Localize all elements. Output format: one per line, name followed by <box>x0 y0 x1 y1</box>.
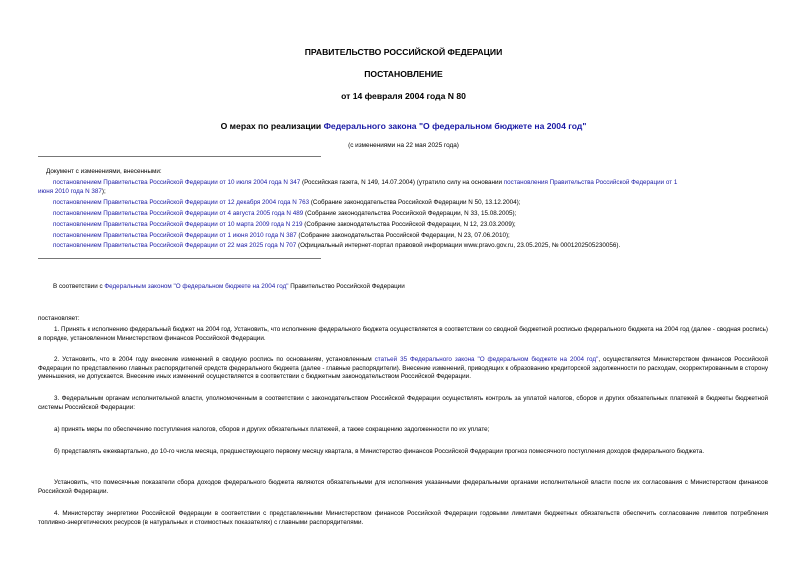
paragraph-1 <box>38 326 768 343</box>
paragraph-3 <box>38 395 768 412</box>
amendment-link[interactable]: июня 2010 года N 387 <box>38 188 102 195</box>
amendment-item <box>53 242 620 251</box>
divider-bottom <box>38 258 321 259</box>
amendment-note: (Официальный интернет-портал правовой информации www.pravo.gov.ru, 23.05.2025, № 0001202505230056). <box>296 242 621 249</box>
paragraph-3c-text: Установить, что помесячные показатели сбора доходов федерального бюджета являются обязательными для исполнения указанными федеральными органами исполнительной власти после их согласования с Министерством финансов Российской Федерации. <box>38 479 768 495</box>
paragraph-3a-text: а) принять меры по обеспечению поступления налогов, сборов и других обязательных платежей, а также сокращению задолженности по их уплате; <box>54 426 490 433</box>
paragraph-2-suffix: , осуществляется Министерством финансов Российской Федерации по представлению главных распорядителей средств федерального бюджета (далее - главные распорядители). Внесение изменений, приводящих к образованию кредиторской задолженности по расходам, скорректированным в сторону уменьшения, не допускается. Внесение иных изменений осуществляется в соответствии с бюджетным законодательством Российской Федерации. <box>38 356 768 381</box>
government-heading: ПРАВИТЕЛЬСТВО РОССИЙСКОЙ ФЕДЕРАЦИИ <box>304 47 503 57</box>
amendment-link[interactable]: постановлением Правительства Российской Федерации от 12 декабря 2004 года N 763 <box>53 199 310 206</box>
preamble <box>53 283 405 292</box>
amended-note: (с изменениями на 22 мая 2025 года) <box>348 142 459 149</box>
preamble-suffix: Правительство Российской Федерации <box>288 283 405 290</box>
document-title <box>0 121 807 131</box>
article-35-link[interactable]: статьей 35 Федерального закона "О федеральном бюджете на 2004 год" <box>374 356 599 363</box>
paragraph-2 <box>38 356 768 382</box>
divider-top <box>38 156 321 157</box>
preamble-prefix: В соответствии с <box>53 283 105 290</box>
federal-law-link[interactable]: Федеральным законом "О федеральном бюджете на 2004 год" <box>104 283 289 290</box>
paragraph-4 <box>38 510 768 527</box>
title-prefix: О мерах по реализации <box>220 121 324 131</box>
amendment-note: ); <box>101 188 106 195</box>
amendment-link[interactable]: постановления Правительства Российской Федерации от 1 <box>503 179 678 186</box>
amendment-item <box>53 199 520 208</box>
paragraph-3-text: 3. Федеральным органам исполнительной власти, уполномоченным в соответствии с законодательством Российской Федерации осуществлять контроль за уплатой налогов, сборов и других обязательных платежей в бюджеты бюджетной системы Российской Федерации: <box>38 395 768 411</box>
paragraph-1-text: 1. Принять к исполнению федеральный бюджет на 2004 год. Установить, что исполнение федерального бюджета осуществляется в соответствии со сводной бюджетной росписью федерального бюджета на 2004 год (далее - сводная роспись) в порядке, установленном Министерством финансов Российской Федерации. <box>38 326 768 342</box>
amendment-link[interactable]: постановлением Правительства Российской Федерации от 1 июня 2010 года N 387 <box>53 232 297 239</box>
paragraph-3b <box>38 448 768 457</box>
amendment-item <box>53 221 516 230</box>
amendment-link[interactable]: постановлением Правительства Российской Федерации от 4 августа 2005 года N 489 <box>53 210 304 217</box>
amendment-link[interactable]: постановлением Правительства Российской Федерации от 10 марта 2009 года N 219 <box>53 221 303 228</box>
document-date-number: от 14 февраля 2004 года N 80 <box>341 91 466 101</box>
paragraph-3b-text: б) представлять ежеквартально, до 10-го числа месяца, предшествующего первому месяцу квартала, в Министерство финансов Российской Федерации прогноз помесячного поступления доходов федерального бюджета. <box>54 448 705 455</box>
paragraph-4-text: 4. Министерству энергетики Российской Федерации в соответствии с представленными Министерством финансов Российской Федерации годовыми лимитами бюджетных обязательств обеспечить согласование лимитов потребления топливно-энергетических ресурсов (в натуральных и стоимостных показателях) с главными распорядителями. <box>38 510 768 526</box>
amendment-note: (Российская газета, N 149, 14.07.2004) (утратило силу на основании <box>300 179 504 186</box>
amendment-item-cont <box>38 188 106 197</box>
document-type: ПОСТАНОВЛЕНИЕ <box>364 69 443 79</box>
amendment-note: (Собрание законодательства Российской Федерации, N 12, 23.03.2009); <box>302 221 516 228</box>
amendment-note: (Собрание законодательства Российской Федерации, N 23, 07.06.2010); <box>296 232 510 239</box>
amendment-note: (Собрание законодательства Российской Федерации, N 33, 15.08.2005); <box>303 210 517 217</box>
federal-law-link[interactable]: Федерального закона "О федеральном бюджете на 2004 год" <box>323 121 587 131</box>
amendment-item <box>53 232 510 241</box>
amendments-intro: Документ с изменениями, внесенными: <box>46 168 162 175</box>
decree-word: постановляет: <box>38 315 80 322</box>
paragraph-3c <box>38 479 768 496</box>
amendment-link[interactable]: постановлением Правительства Российской Федерации от 22 мая 2025 года N 707 <box>53 242 297 249</box>
amendment-item <box>53 210 516 219</box>
paragraph-3a <box>38 426 768 435</box>
amendment-link[interactable]: постановлением Правительства Российской Федерации от 10 июля 2004 года N 347 <box>53 179 301 186</box>
amendment-item <box>53 179 677 188</box>
amendment-note: (Собрание законодательства Российской Федерации N 50, 13.12.2004); <box>309 199 521 206</box>
paragraph-2-prefix: 2. Установить, что в 2004 году внесение изменений в сводную роспись по основаниям, установленным <box>54 356 375 363</box>
